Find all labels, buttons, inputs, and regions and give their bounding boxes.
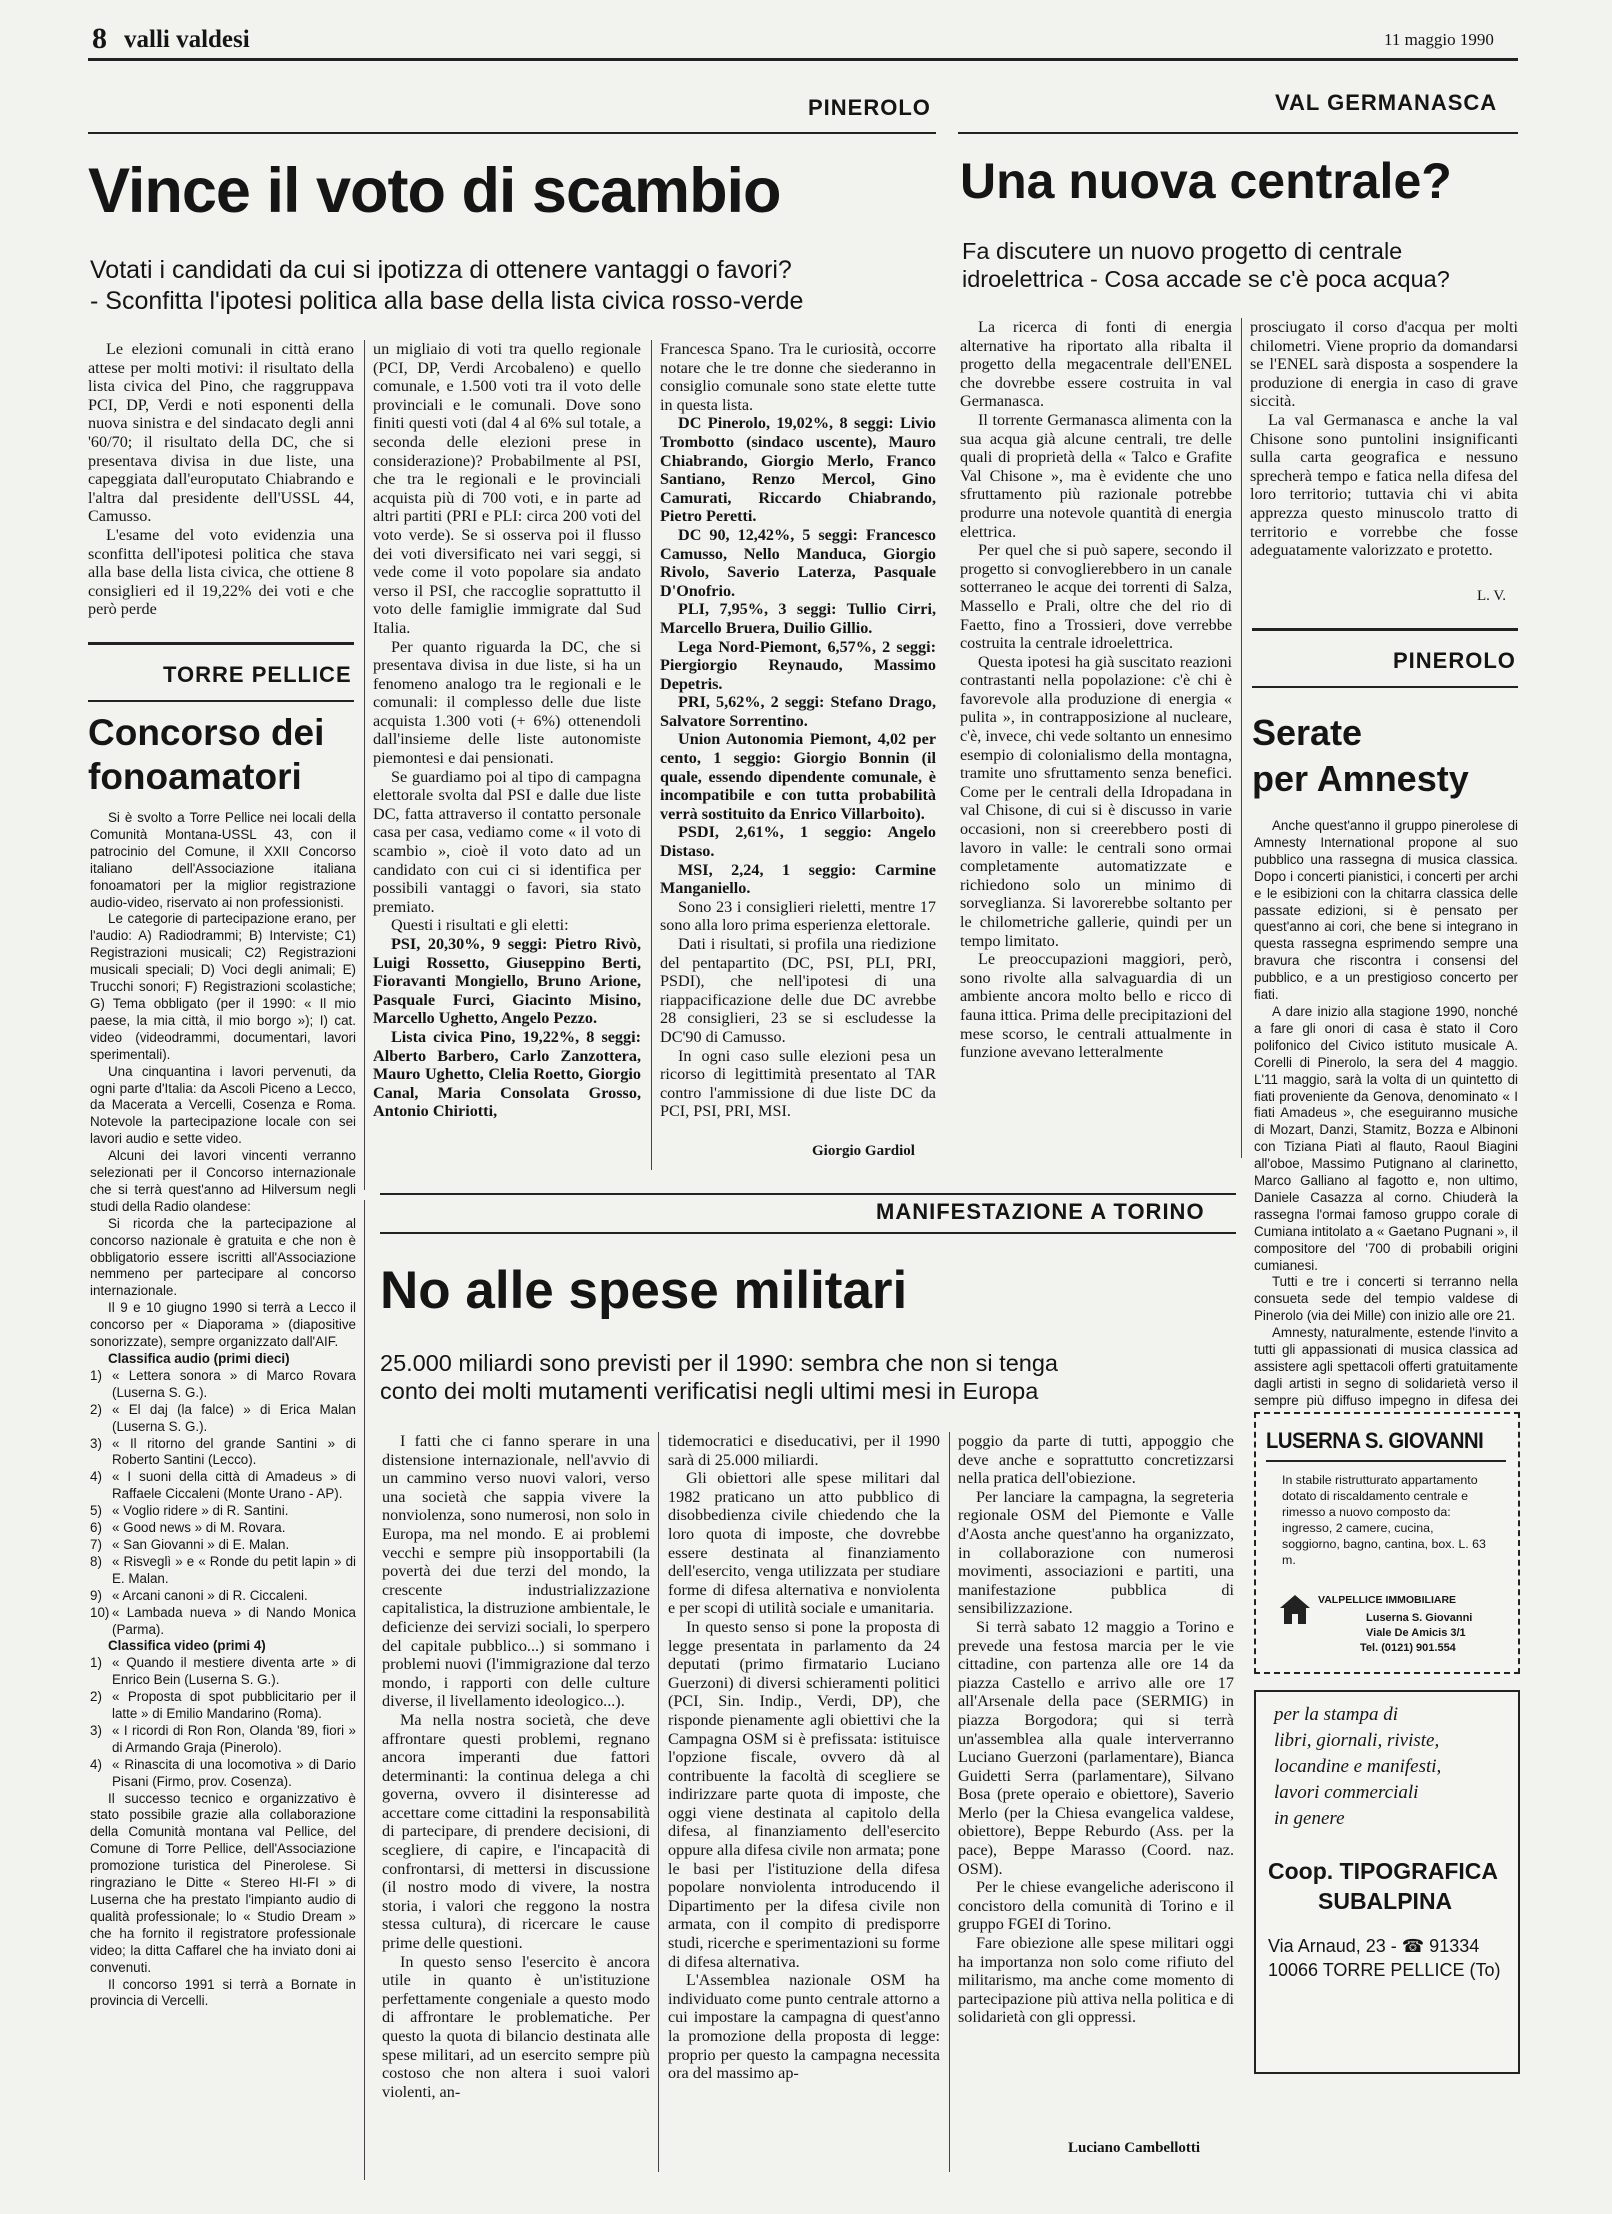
paragraph: In ogni caso sulle elezioni pesa un ricorso di legittimità presentato al TAR contro l'ammissione di due liste DC da PCI, PSI, PRI, MSI. (660, 1046, 936, 1121)
paragraph: Il successo tecnico e organizzativo è stato possibile grazie alla collaborazione della Comunità montana val Pellice, del Comune di Torre Pellice, dell'Associazione promozione turistica del Pinerolese. Si ringraziano le Ditte « Stereo HI-FI » di Luserna che ha prestato l'impianto audio di qualità professionale; lo « Studio Dream » che ha fornito il registratore professionale video; la ditta Caffarel che ha inviato doni ai convenuti. (90, 1790, 356, 1975)
paragraph: Le categorie di partecipazione erano, per l'audio: A) Radiodrammi; B) Interviste; C1) Registrazioni musicali; C2) Registrazioni musicali speciali; D) Voci degli animali; E) Trucchi sonori; F) Registrazioni scolastiche; G) Tema obbligato (per il 1990: « Il mio paese, la mia città, il mio borgo »); I) cat. video (videodrammi, documentari, lavori sperimentali). (90, 911, 356, 1062)
amnesty-kicker: PINEROLO (1393, 648, 1516, 673)
list-item: 2) « El daj (la falce) » di Erica Malan (Luserna S. G.). (90, 1401, 356, 1434)
pinerolo-kicker: PINEROLO (808, 95, 931, 120)
list-item: 1) « Lettera sonora » di Marco Rovara (Luserna S. G.). (90, 1367, 356, 1400)
party-result: PRI, 5,62%, 2 seggi: Stefano Drago, Salvatore Sorrentino. (660, 693, 936, 730)
pinerolo-subhead-1: Votati i candidati da cui si ipotizza di ottenere vantaggi o favori? (90, 256, 792, 284)
paragraph: prosciugato il corso d'acqua per molti chilometri. Viene proprio da domandarsi se l'ENEL sarà disposta a sospendere la produzione di energia in caso di grave siccità. (1250, 318, 1518, 411)
paragraph (660, 693, 936, 730)
paragraph (660, 526, 936, 600)
list-item: 6) « Good news » di M. Rovara. (90, 1520, 286, 1536)
germanasca-col-1 (960, 318, 1232, 1168)
torino-kicker: MANIFESTAZIONE A TORINO (876, 1199, 1205, 1224)
paragraph: Dati i risultati, si profila una riedizione del pentapartito (DC, PSI, PLI, PRI, PSDI), che nell'ipotesi di una riappacificazione delle due DC avrebbe 28 consiglieri, 23 se si escludesse la DC'90 di Camusso. (660, 935, 936, 1046)
list-item: 8) « Risveglì » e « Ronde du petit lapin » di E. Malan. (90, 1553, 356, 1586)
paragraph: Amnesty, naturalmente, estende l'invito a tutti gli appassionati di musica classica ad assistere agli spettacoli offerti gratuitamente dagli artisti in segno di solidarietà verso il sempre più diffuso impegno in difesa dei (1254, 1325, 1518, 1408)
paragraph: Anche quest'anno il gruppo pinerolese di Amnesty International propone al suo pubblico una rassegna di musica classica. Dopo i concerti pianistici, i concerti per archi e le esibizioni con la chitarra classica delle passate edizioni, si è pensato per quest'anno ai cori, che bene si integrano in questa rassegna esprimendo sempre una bravura che riscontra i consensi del pubblico, e a un prestigioso concerto per fiati. (1254, 818, 1518, 1003)
paragraph (660, 861, 936, 898)
pinerolo-subhead-2: - Sconfitta l'ipotesi politica alla base della lista civica rosso-verde (90, 287, 804, 315)
paragraph: Le elezioni comunali in città erano attese per molti motivi: il risultato della lista civica del Pino, che raggruppava PCI, DP, Verdi e noti esponenti della nuova sinistra e del sindacato degli anni '60/70; il risultato della DC, che si presentava divisa in due liste, una capeggiata dall'europutato Chiabrando e l'altra dal presidente dell'USSL 44, Camusso. (88, 340, 354, 526)
germanasca-headline: Una nuova centrale? (960, 153, 1452, 209)
pinerolo-col-1 (88, 340, 354, 640)
section-rule (88, 642, 354, 645)
ad-luserna-body: In stabile ristrutturato appartamento dotato di riscaldamento centrale e rimesso a nuovo composto da: ingresso, 2 camere, cucina, soggiorno, bagno, cantina, box. L. 63 m. (1282, 1473, 1486, 1567)
torino-headline: No alle spese militari (380, 1261, 908, 1320)
column-divider (364, 340, 365, 1190)
paragraph: In questo senso si pone la proposta di legge presentata in parlamento da 24 deputati (primo firmatario Luciano Guerzoni) di diversi schieramenti politici (PCI, Sin. Indip., Verdi, DP), che risponde pienamente agli obiettivi che la Campagna OSM si è prefissata: istituisce l'opzione fiscale, ovvero dà al contribuente la facoltà di scegliere se indirizzare parte quota di imposte, che oggi viene destinata al capitolo della difesa, al finanziamento dell'esercito oppure alla difesa civile non armata; pone le basi per l'istituzione della difesa popolare nonviolenta introducendo il Dipartimento per la difesa civile non armata, con il compito di predisporre studi, ricerche e sperimentazioni su forme di difesa alternativa. (668, 1617, 940, 1971)
paragraph: Per quel che si può sapere, secondo il progetto si convoglierebbero in un canale sotterraneo le acque dei torrenti di Salza, Massello e Prali, oltre che del rio di Faetto, fino a Trossieri, dove verrebbe costruita la centrale idroelettrica. (960, 541, 1232, 653)
paragraph: La ricerca di fonti di energia alternative ha riportato alla ribalta il progetto della megacentrale dell'ENEL che dovrebbe essere costruita in val Germanasca. (960, 318, 1232, 411)
paragraph (660, 414, 936, 526)
list-item: 3) « Il ritorno del grande Santini » di Roberto Santini (Lecco). (90, 1435, 356, 1468)
column-divider (658, 1432, 659, 2172)
ad-tipografica-address-1: Via Arnaud, 23 - ☎ 91334 (1268, 1936, 1480, 1956)
column-divider (949, 1432, 950, 2172)
torino-signature: Luciano Cambellotti (1068, 2140, 1201, 2156)
list-item: 7) « San Giovanni » di E. Malan. (90, 1536, 290, 1552)
party-result: PSI, 20,30%, 9 seggi: Pietro Rivò, Luigi Rossetto, Giuseppino Berti, Fioravanti Mongiello, Bruno Arione, Pasquale Furci, Giacinto Misino, Marcello Ughetto, Angelo Pezzo. (373, 935, 641, 1028)
germanasca-kicker-rule (958, 132, 1518, 134)
paragraph: Sono 23 i consiglieri rieletti, mentre 17 sono alla loro prima esperienza elettorale. (660, 897, 936, 935)
list-item: 1) « Quando il mestiere diventa arte » di Enrico Bein (Luserna S. G.). (90, 1655, 356, 1688)
paragraph: I fatti che ci fanno sperare in una distensione internazionale, nell'avvio di un cammino verso nuovi valori, verso una società che sappia vivere la nonviolenza, sono numerosi, non solo in Europa, ma nel mondo. E ai problemi vecchi e sempre più insopportabili (la povertà dei due terzi del mondo, la crescente industrializzazione capitalistica, la distruzione ambientale, le deficienze dei servizi sociali, lo sperpero del capitale pubblico...) si sommano i problemi nuovi (l'immigrazione dal terzo mondo, i rapporti con delle culture diverse, il livellamento ideologico...). (382, 1432, 650, 1711)
torino-col-3 (958, 1432, 1234, 2142)
paragraph: Si terrà sabato 12 maggio a Torino e prevede una festosa marcia per le vie cittadine, con partenza alle ore 14 da piazza Castello e arrivo alle ore 17 all'Arsenale della pace (SERMIG) in piazza Borgodora; qui si terrà un'assemblea alla quale interverranno Luciano Guerzoni (parlamentare), Bianca Guidetti Serra (parlamentare), Silvano Bosa (prete operaio e obiettore), Saverio Merlo (per la Chiesa evangelica valdese, obiettore), Beppe Reburdo (Ass. per la pace), Beppe Marasso (Coord. naz. OSM). (958, 1617, 1234, 1878)
germanasca-col-2 (1250, 318, 1518, 598)
pinerolo-kicker-rule (88, 132, 936, 134)
paragraph: Il torrente Germanasca alimenta con la sua acqua già alcune centrali, tre delle quali di proprietà della « Talco e Grafite Val Chisone », ma è evidente che uno sfruttamento più razionale potrebbe produrre una notevole quantità di energia elettrica. (960, 410, 1232, 541)
party-result: DC Pinerolo, 19,02%, 8 seggi: Livio Trombotto (sindaco uscente), Mauro Chiabrando, Giorgio Merlo, Franco Santiano, Renzo Mercol, Gino Camurati, Riccardo Chiabrando, Pietro Peretti. (660, 414, 936, 526)
party-result: PSDI, 2,61%, 1 seggio: Angelo Distaso. (660, 823, 936, 861)
audio-ranking-title: Classifica audio (primi dieci) (108, 1351, 290, 1366)
paragraph: Alcuni dei lavori vincenti verranno selezionati per il Concorso internazionale che si terrà quest'anno ad Hilversum negli studi della Radio olandese: (90, 1148, 356, 1214)
ad-rule (1266, 1460, 1506, 1462)
list-item: 2) « Proposta di spot pubblicitario per il latte » di Emilio Mandarino (Roma). (90, 1689, 356, 1722)
torre-pellice-headline-2: fonoamatori (88, 756, 302, 797)
ad-tipografica-line: lavori commerciali (1274, 1782, 1419, 1803)
list-item: 4) « Rinascita di una locomotiva » di Dario Pisani (Firmo, prov. Cosenza). (90, 1756, 356, 1789)
party-result: Lista civica Pino, 19,22%, 8 seggi: Alberto Barbero, Carlo Zanzottera, Mauro Ughetto, Clelia Roetto, Giorgio Canal, Maria Consolata Grosso, Antonio Chiriotti, (373, 1027, 641, 1121)
paragraph: A dare inizio alla stagione 1990, nonché a fare gli onori di casa è stato il Coro polifonico del Civico istituto musicale A. Corelli di Pinerolo, la sera del 4 maggio. L'11 maggio, sarà la volta di un quintetto di fiati proveniente da Genova, denominato « I fiati Amadeus », che eseguiranno musiche di Mozart, Danzi, Stamitz, Bozza e Albinoni con Tiziana Piatì al flauto, Raoul Biagini all'oboe, Massimo Putignano al clarinetto, Marco Galliano al fagotto e, non ultimo, Daniele Casazza al corno. Chiuderà la rassegna l'ormai famoso gruppo corale di Cumiana intitolato a « Gaetano Pugnani », il compositore del '700 di probabili origini cumianesi. (1254, 1003, 1518, 1273)
germanasca-signature: L. V. (1477, 588, 1507, 604)
ad-tipografica-address-2: 10066 TORRE PELLICE (To) (1268, 1960, 1501, 1980)
germanasca-subhead-2: idroelettrica - Cosa accade se c'è poca acqua? (962, 266, 1450, 292)
ad-luserna-agency: VALPELLICE IMMOBILIARE (1318, 1594, 1457, 1606)
paragraph: Questa ipotesi ha già suscitato reazioni contrastanti nella popolazione: c'è chi è favorevole alla produzione di energia « pulita », in contrapposizione al nucleare, c'è, invece, chi vede soltanto un ennesimo esempio di colonialismo della montagna, tramite uno sfruttamento senza benefici. Come per le centrali della Idropadana in val Chisone, di cui si è discusso in varie occasioni, non si creerebbero posti di lavoro in valle: le centrali sono ormai completamente automatizzate e richiedono solo un minimo di sorveglianza. Si lavorerebbe soltanto per le chilometriche gallerie, quindi per un tempo limitato. (960, 652, 1232, 950)
paragraph (660, 730, 936, 823)
ad-luserna-address-2: Viale De Amicis 3/1 (1366, 1627, 1466, 1639)
list-item: 5) « Voglio ridere » di R. Santini. (90, 1503, 289, 1519)
ad-luserna-title: LUSERNA S. GIOVANNI (1266, 1428, 1484, 1453)
torino-subhead-2: conto dei molti mutamenti verificatisi negli ultimi mesi in Europa (380, 1378, 1039, 1404)
torre-pellice-kicker-rule (88, 700, 354, 702)
paragraph: Per lanciare la campagna, la segreteria regionale OSM del Piemonte e Valle d'Aosta anche quest'anno ha organizzato, in collaborazione con numerosi movimenti, associazioni e partiti, una manifestazione pubblica di sensibilizzazione. (958, 1487, 1234, 1618)
germanasca-kicker: VAL GERMANASCA (1275, 90, 1498, 115)
paragraph (660, 823, 936, 860)
paragraph: Le preoccupazioni maggiori, però, sono rivolte alla salvaguardia di un ambiente ancora molto bello e ricco di fauna ittica. Prima delle precipitazioni del mese scorso, le centrali attualmente in funzione avevano letteralmente (960, 950, 1232, 1062)
paragraph: Ma nella nostra società, che deve affrontare questi problemi, regnano ancora imperanti due fattori determinanti: la continua delega a chi governa, ovvero il disinteresse ad accettare come cittadini la responsabilità di partecipare, di prendere decisioni, di scegliere, di capire, e l'incapacità di confrontarsi, di mettersi in discussione (il nostro modo di vivere, la nostra storia, i valori che reggono la nostra stessa cultura), di ricercare le cause prime delle questioni. (382, 1710, 650, 1953)
paragraph: Si ricorda che la partecipazione al concorso nazionale è gratuita e che non è obbligatorio essere iscritti all'Associazione nemmeno per partecipare al concorso internazionale. (90, 1215, 356, 1299)
amnesty-body (1254, 818, 1518, 1408)
ad-tipografica-line: locandine e manifesti, (1274, 1756, 1442, 1777)
ad-tipografica-name-1: Coop. TIPOGRAFICA (1268, 1858, 1498, 1884)
party-result: PLI, 7,95%, 3 seggi: Tullio Cirri, Marcello Bruera, Duilio Gillio. (660, 600, 936, 637)
ad-tipografica-line: per la stampa di (1274, 1704, 1399, 1725)
pinerolo-col-2 (373, 340, 641, 1170)
amnesty-headline-2: per Amnesty (1252, 758, 1469, 799)
torre-pellice-headline-1: Concorso dei (88, 712, 325, 753)
issue-date: 11 maggio 1990 (1384, 30, 1494, 49)
ad-tipografica-line: in genere (1274, 1808, 1345, 1829)
paragraph (660, 638, 936, 694)
paragraph: Gli obiettori alle spese militari dal 1982 praticano un atto pubblico di disobbedienza civile chiedendo che la loro quota di imposte, che dovrebbe essere destinata al finanziamento dell'esercito, venga utilizzata per studiare forme di difesa alternativa e nonviolenta e per scopi di utilità sociale e umanitaria. (668, 1469, 940, 1618)
paragraph: La val Germanasca e anche la val Chisone sono puntolini insignificanti sulla carta geografica e nessuno sprecherà tempo e fatica nella difesa del loro territorio; tuttavia chi vi abita apprezza questo minuscolo tratto di territorio e vorrebbe che fosse adeguatamente valorizzato e protetto. (1250, 410, 1518, 560)
house-icon (1278, 1592, 1312, 1626)
torre-pellice-body (90, 810, 356, 2170)
paragraph: Una cinquantina i lavori pervenuti, da ogni parte d'Italia: da Ascoli Piceno a Lecco, da Macerata a Vercelli, Cosenza e Roma. Notevole la partecipazione locale con sei lavori audio e sette video. (90, 1063, 356, 1147)
party-result: Lega Nord-Piemont, 6,57%, 2 seggi: Piergiorgio Reynaudo, Massimo Depetris. (660, 637, 936, 693)
pinerolo-headline: Vince il voto di scambio (88, 156, 781, 226)
paragraph (373, 1028, 641, 1121)
torre-pellice-kicker: TORRE PELLICE (163, 662, 352, 687)
paragraph: tidemocratici e diseducativi, per il 1990 sarà di 25.000 miliardi. (668, 1432, 940, 1469)
column-divider (1241, 318, 1242, 1158)
paragraph: Si è svolto a Torre Pellice nei locali della Comunità Montana-USSL 43, con il patrocinio del Comune, il XXII Concorso italiano dell'Associazione italiana fonoamatori per la miglior registrazione audio-video, riservato ai non professionisti. (90, 810, 356, 910)
amnesty-headline-1: Serate (1252, 712, 1363, 753)
ad-tipografica-line: libri, giornali, riviste, (1274, 1730, 1440, 1751)
list-item: 10) « Lambada nueva » di Nando Monica (Parma). (90, 1604, 356, 1637)
paragraph: Se guardiamo poi al tipo di campagna elettorale svolta dal PSI e dalle due liste DC, fatta attraverso il contatto personale casa per casa, vediamo come « il voto di scambio », cioè il voto dato ad un candidato con cui ci si identifica per possibili vantaggi o favori, sia stato premiato. (373, 767, 641, 916)
masthead: valli valdesi (124, 26, 250, 53)
paragraph (373, 935, 641, 1028)
column-divider (364, 1200, 365, 2180)
paragraph: L'Assemblea nazionale OSM ha individuato come punto centrale attorno a cui impostare la campagna di quest'anno la promozione della proposta di legge: proprio per questo la campagna necessita ora del massimo ap- (668, 1971, 940, 2083)
paragraph (660, 600, 936, 637)
paragraph: Francesca Spano. Tra le curiosità, occorre notare che le tre donne che siederanno in consiglio comunale sono state elette tutte in questa lista. (660, 340, 936, 414)
germanasca-subhead-1: Fa discutere un nuovo progetto di centrale (962, 238, 1403, 264)
paragraph: poggio da parte di tutti, appoggio che deve anche e soprattutto concretizzarsi nella pratica dell'obiezione. (958, 1432, 1234, 1488)
ad-tipografica-name-2: SUBALPINA (1318, 1888, 1453, 1914)
torino-col-2 (668, 1432, 940, 2192)
column-divider (651, 340, 652, 1170)
ad-luserna (1254, 1412, 1520, 1674)
header-rule (88, 58, 1518, 61)
ad-tipografica (1254, 1690, 1520, 2074)
pinerolo-signature: Giorgio Gardiol (812, 1143, 915, 1159)
list-item: 9) « Arcani canoni » di R. Ciccaleni. (90, 1587, 308, 1603)
party-result: Union Autonomia Piemont, 4,02 per cento, 1 seggio: Giorgio Bonnin (il quale, essendo dipendente comunale, è incompatibile e con tutta probabilità verrà sostituito da Enrico Villarboito). (660, 730, 936, 823)
party-result: MSI, 2,24, 1 seggio: Carmine Manganiello. (660, 860, 936, 898)
paragraph: Il 9 e 10 giugno 1990 si terrà a Lecco il concorso per « Diaporama » (diapositive sonorizzate), sempre organizzato dall'AIF. (90, 1300, 356, 1350)
torino-kicker-rule (380, 1232, 1236, 1234)
paragraph: In questo senso l'esercito è ancora utile in quanto è un'istituzione perfettamente congeniale a questo modo di affrontare le problematiche. Per questo la quota di bilancio destinata alle spese militari, ad un esercito sempre più costoso che non altera i suoi valori violenti, an- (382, 1952, 650, 2101)
list-item: 4) « I suoni della città di Amadeus » di Raffaele Ciccaleni (Monte Urano - AP). (90, 1469, 356, 1502)
party-result: DC 90, 12,42%, 5 seggi: Francesco Camusso, Nello Manduca, Giorgio Rivolo, Saverio Laterza, Pasquale D'Onofrio. (660, 525, 936, 600)
paragraph: Per quanto riguarda la DC, che si presentava divisa in due liste, si ha un fenomeno analogo tra le regionali e le comunali: il complesso delle due liste acquista 1.300 voti (+ 6%) ottenendoli dall'insieme delle liste autonomiste piemontesi e dai pensionati. (373, 637, 641, 768)
paragraph: Questi i risultati e gli eletti: (391, 916, 569, 935)
section-rule (1252, 628, 1518, 631)
video-ranking-title: Classifica video (primi 4) (108, 1638, 266, 1654)
torino-col-1 (382, 1432, 650, 2192)
list-item: 3) « I ricordi di Ron Ron, Olanda '89, fiori » di Armando Graja (Pinerolo). (90, 1722, 356, 1755)
ad-luserna-address-1: Luserna S. Giovanni (1366, 1612, 1473, 1624)
page-number: 8 (92, 22, 107, 55)
ad-luserna-phone: Tel. (0121) 901.554 (1360, 1642, 1456, 1654)
section-rule (380, 1193, 1236, 1195)
paragraph: Fare obiezione alle spese militari oggi ha importanza non solo come rifiuto del militarismo, ma anche come momento di partecipazione più attiva nella politica e di solidarietà con gli oppressi. (958, 1934, 1234, 2027)
torino-subhead-1: 25.000 miliardi sono previsti per il 1990: sembra che non si tenga (380, 1350, 1058, 1376)
paragraph: Il concorso 1991 si terrà a Bornate in provincia di Vercelli. (90, 1976, 356, 2009)
paragraph: Tutti e tre i concerti si terranno nella consueta sede del tempio valdese di Pinerolo (via dei Mille) con inizio alle ore 21. (1254, 1274, 1518, 1324)
paragraph: L'esame del voto evidenzia una sconfitta dell'ipotesi politica che stava alla base della lista civica, che ottiene 8 consiglieri ed il 19,22% dei voti e che però perde (88, 525, 354, 619)
paragraph: Per le chiese evangeliche aderiscono il concistoro della comunità di Torino e il gruppo FGEI di Torino. (958, 1878, 1234, 1934)
amnesty-kicker-rule (1252, 686, 1518, 688)
paragraph: un migliaio di voti tra quello regionale (PCI, DP, Verdi Arcobaleno) e quello comunale, e 1.500 voti tra il voto delle provinciali e le comunali. Dove sono finiti questi voti (dal 4 al 6% sul totale, a seconda delle elezioni prese in considerazione)? Probabilmente al PSI, che tra le regionali e le provinciali acquista più di 700 voti, e in parte ad altri partiti (PRI e PLI: circa 200 voti del voto verde). Se si osserva poi il flusso dei voti diversificato nei vari seggi, si vede come il voto popolare sia andato verso il PSI, che raccoglie soprattutto il voto delle famiglie immigrate dal Sud Italia. (373, 340, 641, 637)
pinerolo-col-3 (660, 340, 936, 1140)
